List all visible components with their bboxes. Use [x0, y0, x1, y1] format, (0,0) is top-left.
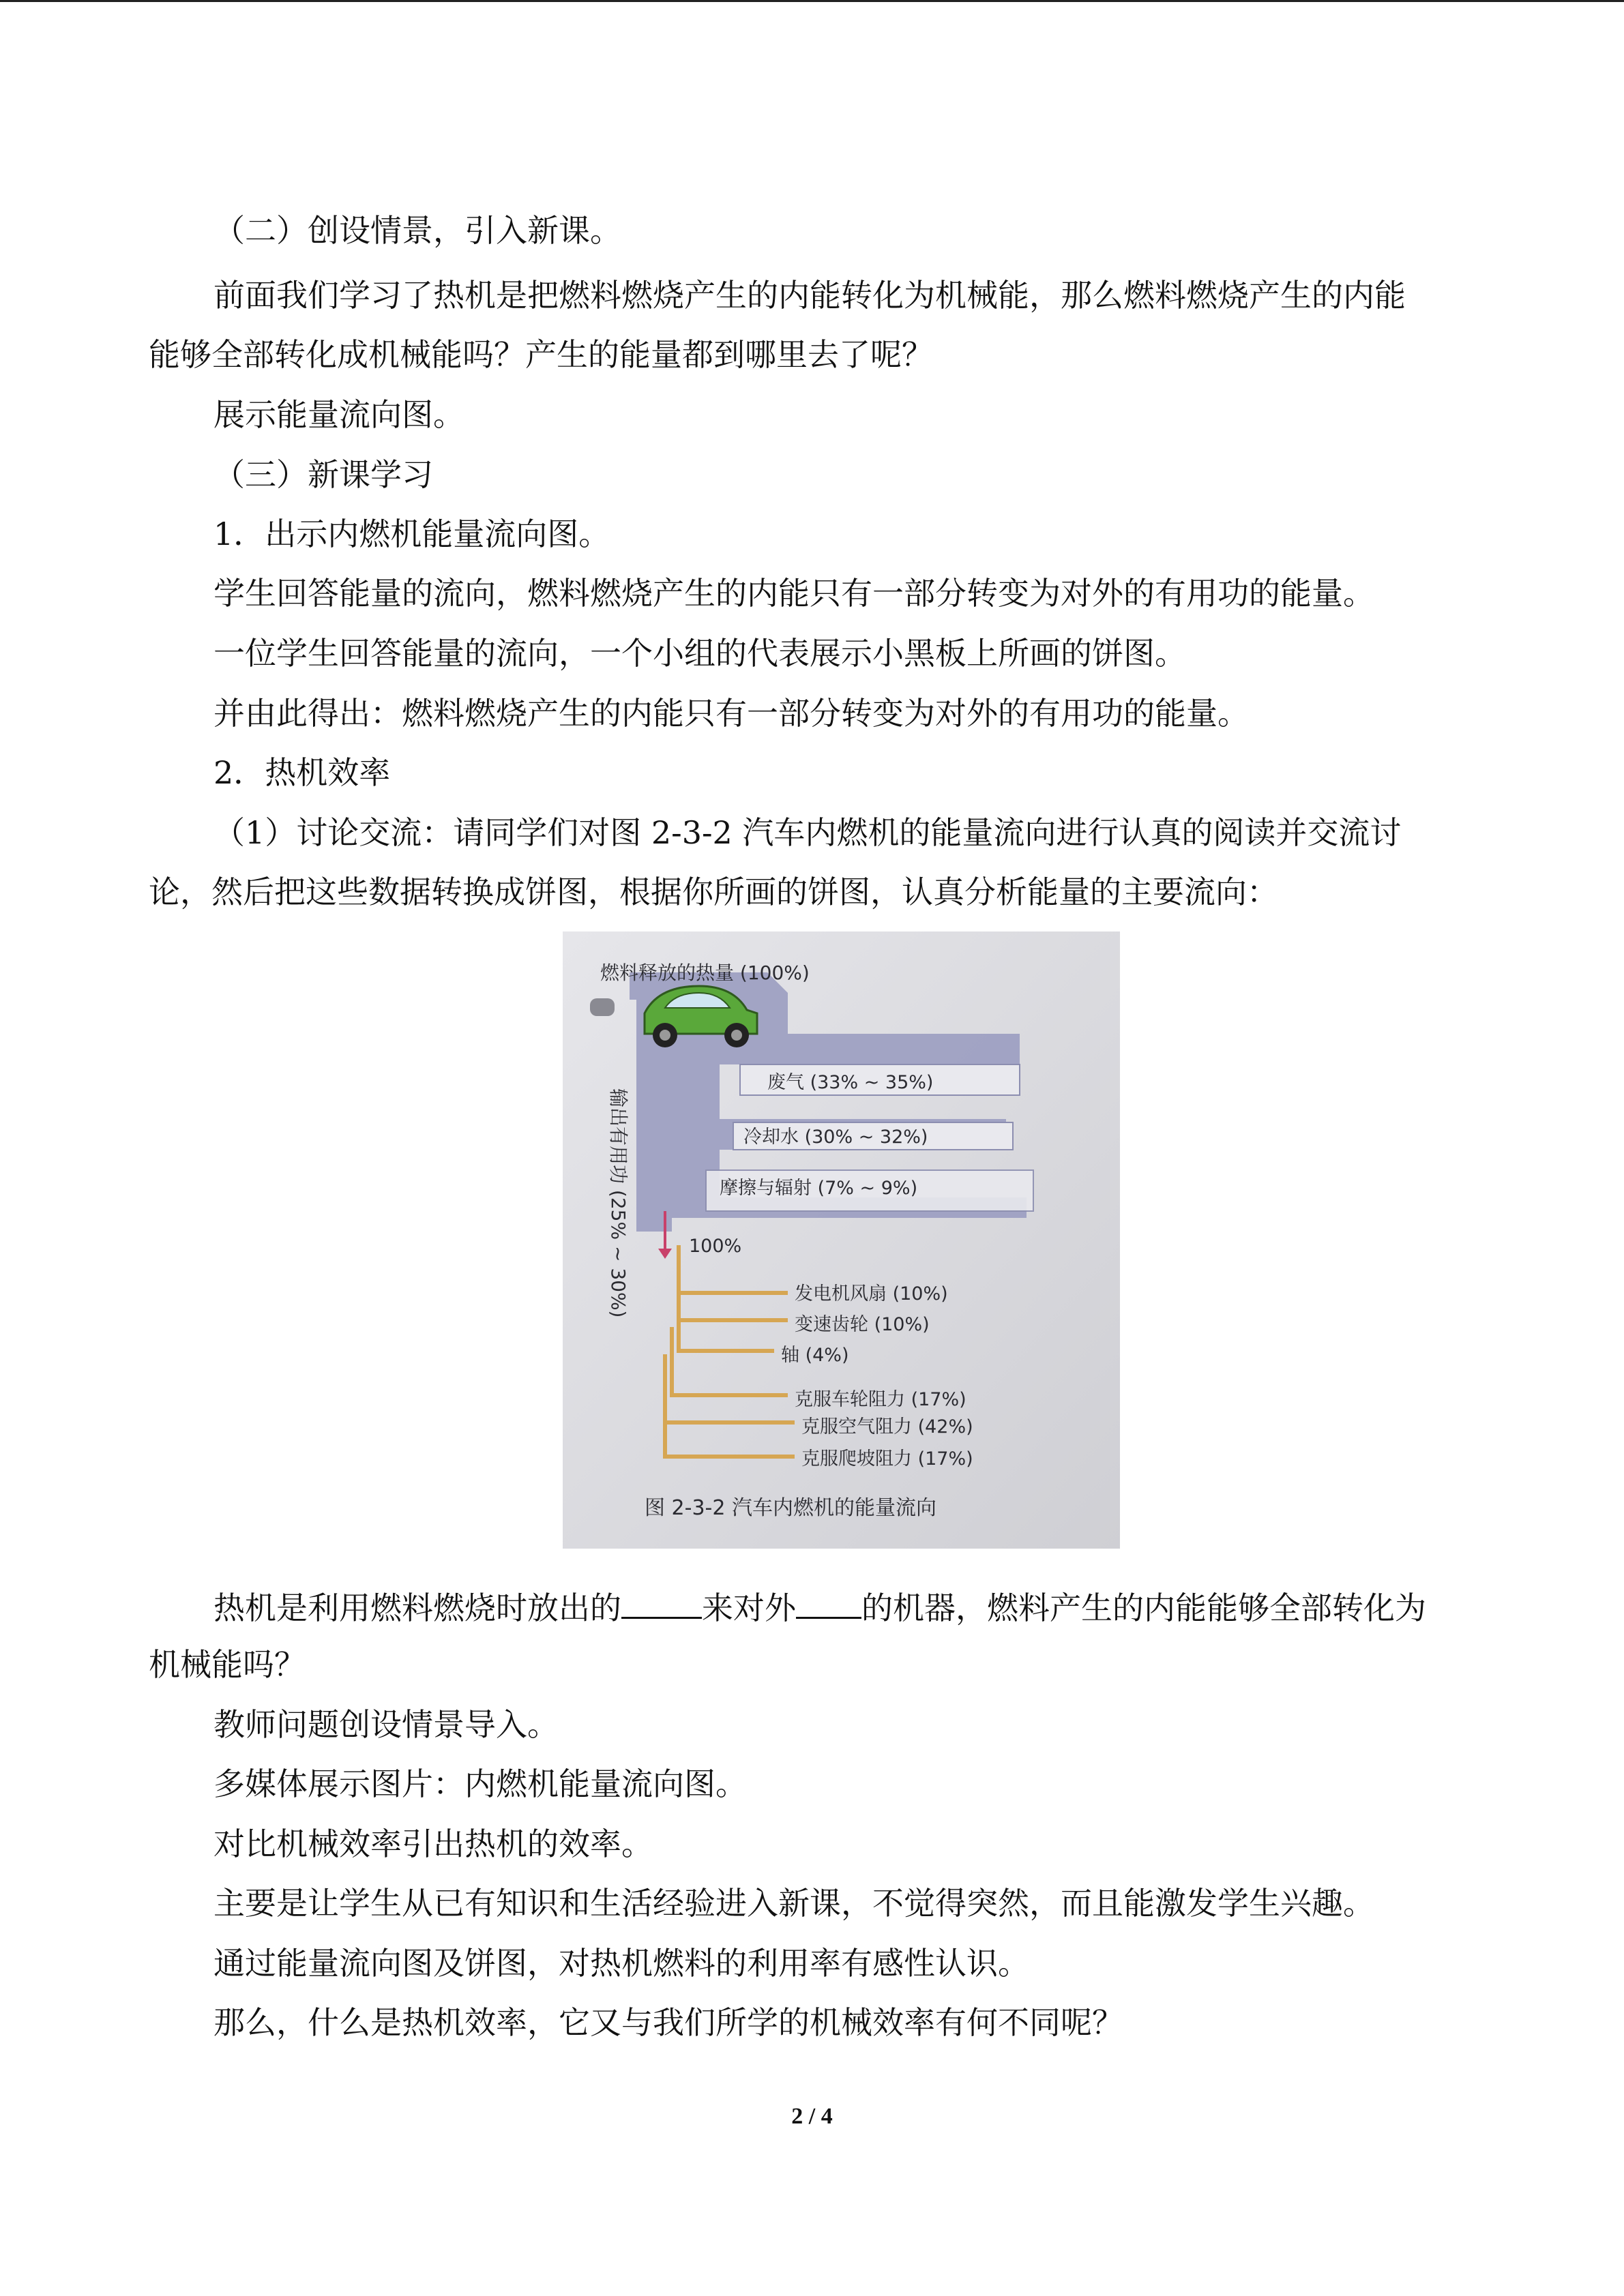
heading-situation: （二）创设情景，引入新课。 [213, 212, 621, 249]
paragraph-perception: 通过能量流向图及饼图，对热机燃料的利用率有感性认识。 [213, 1945, 1029, 1982]
branch-generator-fan-label: 发电机风扇 (10%) [795, 1283, 948, 1304]
heading-new-lesson: （三）新课学习 [213, 456, 433, 493]
figure-caption: 图 2-3-2 汽车内燃机的能量流向 [645, 1496, 936, 1520]
fill-text-part1: 热机是利用燃料燃烧时放出的 [213, 1590, 621, 1626]
branch-air-resistance-label: 克服空气阻力 (42%) [801, 1416, 973, 1437]
fill-in-question-line2: 机械能吗？ [149, 1646, 306, 1683]
branch-climb-resistance-label: 克服爬坡阻力 (17%) [801, 1448, 973, 1470]
blank-1 [621, 1584, 702, 1619]
item-1-heading: 1．出示内燃机能量流向图。 [213, 516, 610, 552]
branch-wheel-resistance-label: 克服车轮阻力 (17%) [795, 1389, 966, 1410]
paragraph-discussion-line2: 论，然后把这些数据转换成饼图，根据你所画的饼图，认真分析能量的主要流向： [149, 874, 1278, 910]
hundred-percent-label: 100% [689, 1236, 742, 1257]
fill-text-part2: 来对外 [702, 1590, 796, 1626]
cooling-label: 冷却水 (30% ~ 32%) [743, 1127, 928, 1148]
paragraph-teacher-intro: 教师问题创设情景导入。 [213, 1706, 559, 1743]
fuel-heat-label: 燃料释放的热量 (100%) [600, 961, 810, 984]
top-border-line [0, 0, 1624, 2]
paragraph-compare-efficiency: 对比机械效率引出热机的效率。 [213, 1825, 653, 1862]
paragraph-multimedia: 多媒体展示图片：内燃机能量流向图。 [213, 1765, 747, 1802]
paragraph-group-pie: 一位学生回答能量的流向，一个小组的代表展示小黑板上所画的饼图。 [213, 635, 1186, 672]
energy-flow-figure [563, 931, 1120, 1549]
blank-2 [796, 1584, 861, 1619]
paragraph-intro-line2: 能够全部转化成机械能吗？产生的能量都到哪里去了呢？ [149, 336, 933, 373]
paragraph-intro-line1: 前面我们学习了热机是把燃料燃烧产生的内能转化为机械能，那么燃料燃烧产生的内能 [213, 277, 1406, 314]
paragraph-discussion-line1: （1）讨论交流：请同学们对图 2-3-2 汽车内燃机的能量流向进行认真的阅读并交流讨 [213, 814, 1402, 851]
branch-shaft-label: 轴 (4%) [781, 1345, 849, 1366]
exhaust-label: 废气 (33% ~ 35%) [767, 1072, 934, 1093]
friction-label: 摩擦与辐射 (7% ~ 9%) [720, 1178, 918, 1199]
page-number: 2 / 4 [791, 2104, 833, 2129]
branch-gear-label: 变速齿轮 (10%) [795, 1314, 930, 1335]
paragraph-question: 那么，什么是热机效率，它又与我们所学的机械效率有何不同呢？ [213, 2004, 1123, 2041]
paragraph-student-answer: 学生回答能量的流向，燃料燃烧产生的内能只有一部分转变为对外的有用功的能量。 [213, 575, 1374, 612]
fill-text-part3: 的机器，燃料产生的内能能够全部转化为 [861, 1590, 1426, 1626]
paragraph-show-diagram: 展示能量流向图。 [213, 396, 464, 433]
fill-in-question-line1 [213, 1584, 1426, 1628]
item-2-heading: 2．热机效率 [213, 754, 391, 791]
paragraph-conclusion: 并由此得出：燃料燃烧产生的内能只有一部分转变为对外的有用功的能量。 [213, 695, 1249, 732]
paragraph-purpose: 主要是让学生从已有知识和生活经验进入新课，不觉得突然，而且能激发学生兴趣。 [213, 1885, 1374, 1922]
useful-work-label: 输出有用功 (25% ~ 30%) [607, 1088, 630, 1318]
